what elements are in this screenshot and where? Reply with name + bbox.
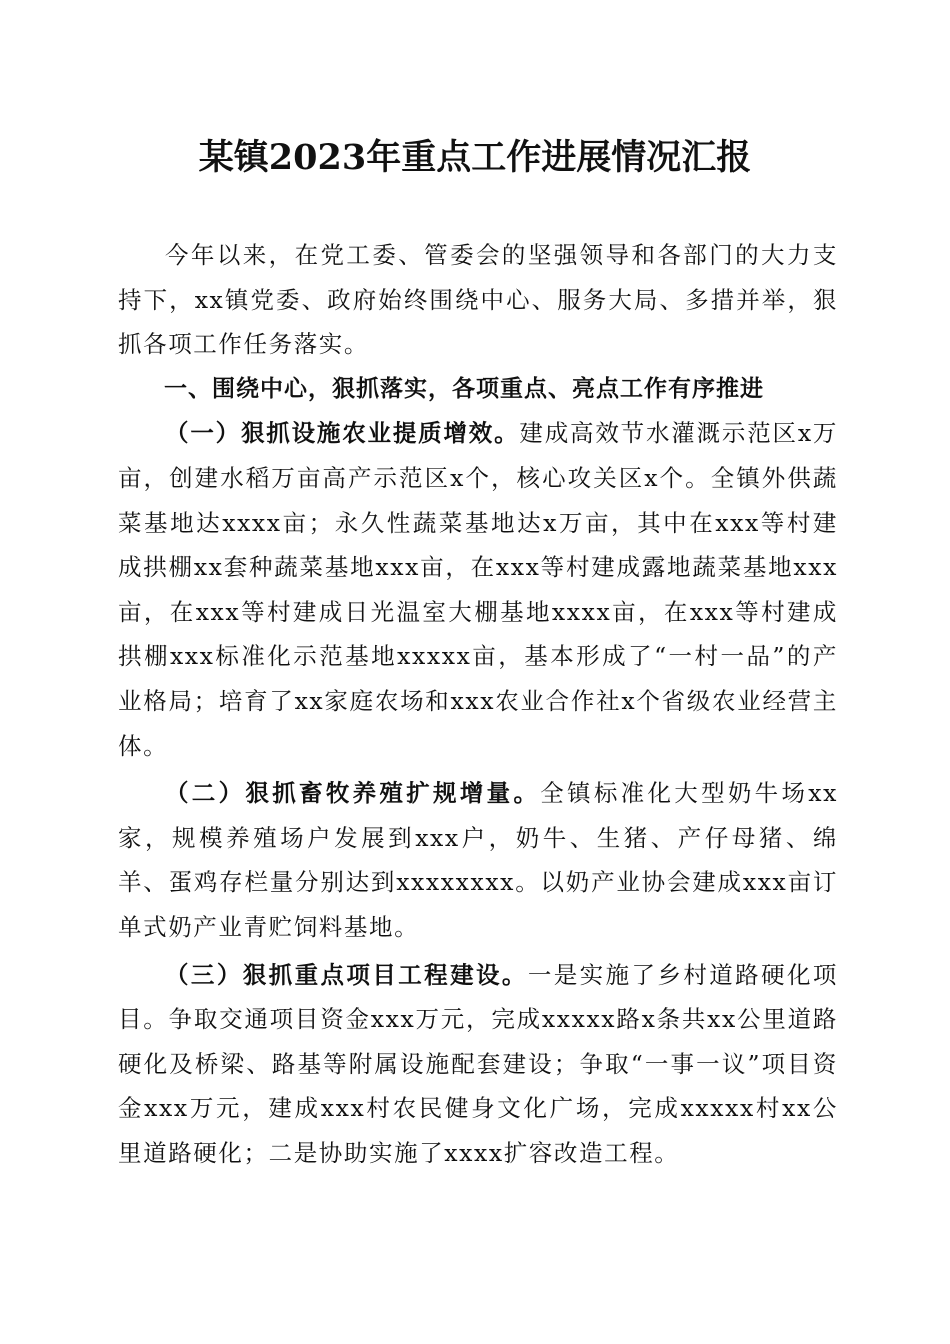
paragraph-lead: （二）狠抓畜牧养殖扩规增量。 — [165, 779, 541, 808]
paragraph-lead: （三）狠抓重点项目工程建设。 — [165, 960, 528, 989]
document-body — [118, 233, 838, 1175]
paragraph-text: 一是实施了乡村道路硬化项目。争取交通项目资金xxx万元，完成xxxxx路x条共xx公里道路硬化及桥梁、路基等附属设施配套建设；争取“一事一议”项目资金xxx万元，建成xxx村农民健身文化广场，完成xxxxx村xx公里道路硬化；二是协助实施了xxxx扩容改造工程。 — [118, 960, 838, 1167]
paragraph-text: 建成高效节水灌溉示范区x万亩，创建水稻万亩高产示范区x个，核心攻关区x个。全镇外供蔬菜基地达xxxx亩；永久性蔬菜基地达x万亩，其中在xxx等村建成拱棚xx套种蔬菜基地xxx亩，在xxx等村建成露地蔬菜基地xxx亩，在xxx等村建成日光温室大棚基地xxxx亩，在xxx等村建成拱棚xxx标准化示范基地xxxxx亩，基本形成了“一村一品”的产业格局；培育了xx家庭农场和xxx农业合作社x个省级农业经营主体。 — [118, 419, 838, 760]
document-title: 某镇2023年重点工作进展情况汇报 — [198, 137, 752, 178]
section-paragraph-1 — [118, 411, 838, 768]
section-heading: 一、围绕中心，狠抓落实，各项重点、亮点工作有序推进 — [164, 375, 764, 402]
section-paragraph-3 — [118, 953, 838, 1176]
paragraph-lead: （一）狠抓设施农业提质增效。 — [165, 419, 520, 448]
paragraph-text: 全镇标准化大型奶牛场xx家，规模养殖场户发展到xxx户，奶牛、生猪、产仔母猪、绵羊、蛋鸡存栏量分别达到xxxxxxxx。以奶产业协会建成xxx亩订单式奶产业青贮饲料基地。 — [118, 779, 838, 941]
intro-paragraph: 今年以来，在党工委、管委会的坚强领导和各部门的大力支持下，xx镇党委、政府始终围绕中心、服务大局、多措并举，狠抓各项工作任务落实。 — [118, 241, 838, 359]
section-paragraph-2 — [118, 771, 838, 949]
